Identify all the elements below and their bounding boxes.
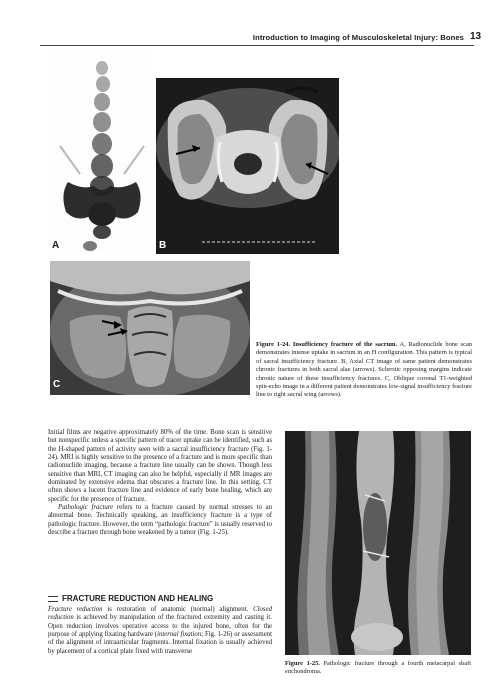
term-pathologic-fracture: Pathologic fracture: [58, 504, 114, 512]
paragraph-3: Fracture reduction is restoration of anatomic (normal) alignment. Closed reduction is achieved by manipulation of the fractured extremity and casting it. Open reduction involves operative access to the injured bone, often for the purpose of applying fixating hardware (internal fixation; Fig. 1-26) or assessment of the alignment of intraarticular fragments. Internal fixation is usually achieved by placement of a cortical plate fixed with transverse: [48, 606, 272, 655]
header-rule: [40, 45, 474, 46]
axial-ct-image: [156, 78, 339, 254]
section-marker: [48, 596, 58, 602]
coronal-mri-image: [50, 261, 250, 395]
figure-1-24-panel-c: [50, 261, 250, 395]
paragraph-2: Pathologic fracture refers to a fracture caused by normal stresses to an abnormal bone. Technically speaking, an insufficiency fracture is a type of pathologic fracture. However, the term “pathologic fracture” is usually reserved to describe a fracture through bone weakened by a tumor (Fig. 1-25).: [48, 504, 273, 537]
panel-label-c: C: [53, 379, 61, 390]
bone-scan-image: [50, 54, 152, 254]
paragraph-1: Initial films are negative approximately 80% of the time. Bone scan is sensitive but nonspecific unless a specific pattern of tracer uptake can be identified, such as the H-shaped pattern of activity seen with a sacral insufficiency fracture (Fig. 1-24). MRI is highly sensitive to the presence of a fracture and is more specific than radionuclide imaging, because a fracture line usually can be shown. Though less sensitive than MRI, CT imaging can also be helpful, especially if MR images are dominated by extensive edema that obscures a fracture line. In this setting, CT often shows a lucent fracture line and evidence of early bone healing, which are specific for the presence of fracture.: [48, 429, 272, 503]
caption-text: A, Radionuclide bone scan demonstrates intense uptake in sacrum in an H configuration. This pattern is typical of sacral insufficiency fracture. B, Axial CT image of same patient demonstrates chronic fractures in both sacral alae (arrows). Sclerotic opposing margins indicate chronic nature of these insufficiency fractures. C, Oblique coronal T1-weighted spin-echo image in a different patient demonstrates low-signal insufficiency fracture line to right sacral wing (arrows).: [256, 341, 472, 399]
caption-text: Pathologic fracture through a fourth metacarpal shaft enchondroma.: [285, 660, 471, 676]
figure-1-24-panel-a: [50, 54, 152, 254]
panel-label-a: A: [52, 240, 60, 251]
caption-title: Insufficiency fracture of the sacrum.: [292, 341, 398, 348]
page-number: 13: [470, 31, 482, 42]
running-head: Introduction to Imaging of Musculoskeletal Injury: Bones: [252, 33, 464, 42]
body-text: [48, 429, 272, 537]
caption-label: Figure 1-25.: [285, 660, 320, 667]
metacarpal-radiograph: [285, 431, 471, 655]
figure-1-25-caption: [285, 660, 471, 677]
caption-label: Figure 1-24.: [256, 341, 291, 348]
body-text-2: [48, 606, 272, 656]
panel-label-b: B: [159, 240, 167, 251]
figure-1-25-image: [285, 431, 471, 655]
figure-1-24-caption: [256, 341, 472, 400]
figure-1-24-panel-b: [156, 78, 339, 254]
section-heading: FRACTURE REDUCTION AND HEALING: [48, 594, 272, 603]
